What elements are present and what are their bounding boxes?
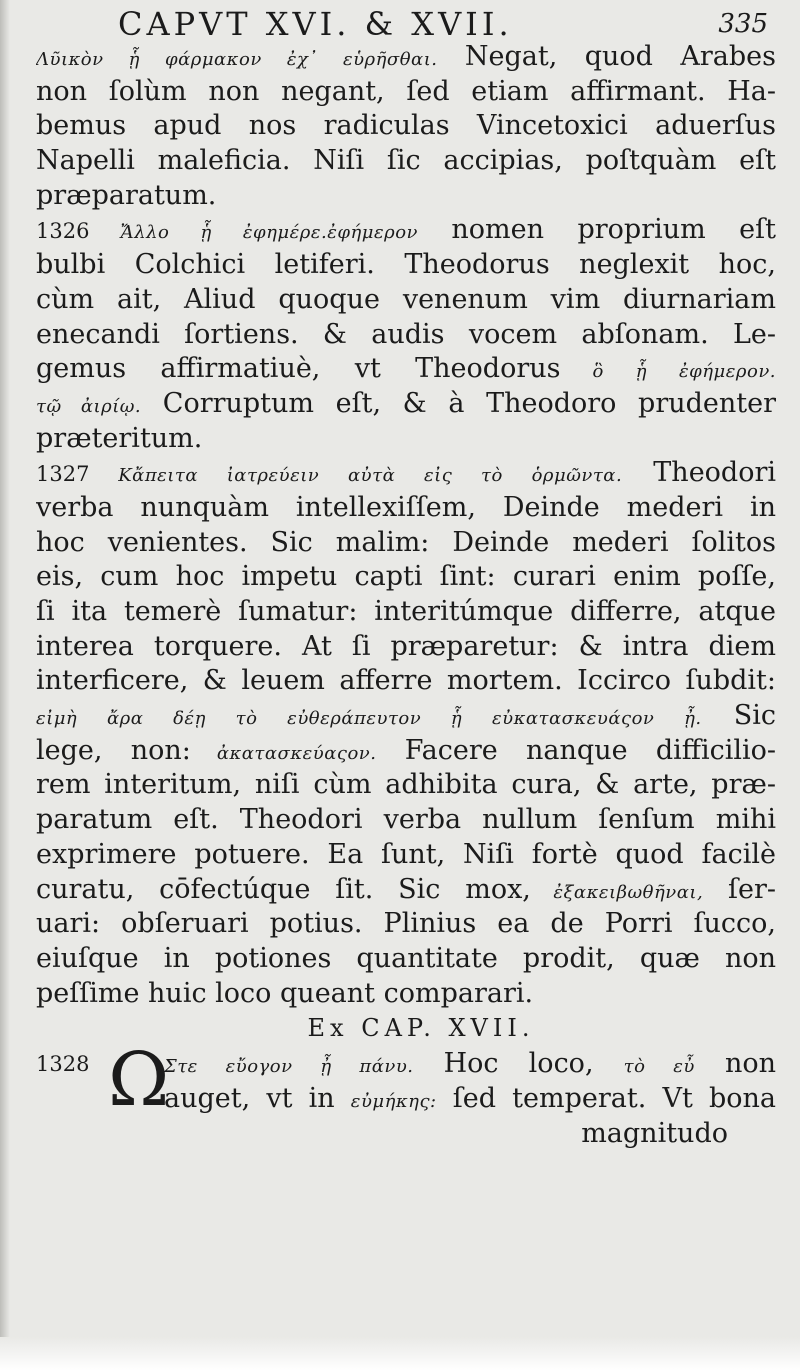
latin-text: Sic [701,700,776,732]
page-number: 335 [718,9,768,39]
note-number: 1326 [36,219,90,244]
text-line [36,144,776,179]
latin-text: hoc venientes. Sic malim: Deinde mederi ſolitos [36,526,776,558]
note-number: 1327 [36,462,90,487]
text-line [36,283,776,318]
latin-text: Negat, quod Arabes [437,41,776,72]
latin-text: uari: obſeruari potius. Plinius ea de Porri ſucco, [36,908,776,940]
latin-text: exprimere potuere. Ea ſunt, Niſi fortè quod facilè [36,838,776,870]
latin-text: enecandi ſortiens. & audis vocem abſonam. Le- [36,318,776,350]
text-line [36,664,776,699]
latin-text: Theodori [622,457,776,489]
text-line [36,630,776,665]
text-line [164,1047,776,1082]
latin-text: interea torquere. At ſi præparetur: & intra diem [36,630,776,662]
greek-phrase: εὐμήκης: [350,1090,437,1112]
text-line [36,873,776,908]
latin-text: eis, cum hoc impetu capti ſint: curari enim poſſe, [36,561,776,593]
catchword: magnitudo [581,1117,728,1149]
text-line [36,838,776,873]
latin-text: ſi ita temerè ſumatur: interitúmque differre, atque [36,596,776,627]
latin-text: præteritum. [36,422,203,454]
latin-text: bemus apud nos radiculas Vincetoxici aduerſus [36,110,776,142]
latin-text: Hoc loco, [413,1048,624,1080]
latin-text: Napelli maleficia. Niſi ſic accipias, poſtquàm eſt [36,145,776,177]
latin-text: curatu, cōfectúque ſit. Sic mox, [36,873,531,905]
drop-cap: Ω [108,1037,170,1124]
text-line [36,318,776,353]
latin-text: bulbi Colchici letiferi. Theodorus neglexit hoc, [36,249,776,281]
text-line [36,40,776,75]
text-line [36,526,776,561]
latin-text: non [694,1048,776,1080]
greek-phrase: Λῦικὸν ᾗ φάρμακον ἐχ᾽ εὑρῆσθαι. [36,49,438,70]
latin-text: Corruptum eſt, & à Theodoro prudenter [141,387,776,419]
text-line [36,768,776,803]
text-line [36,942,776,977]
latin-text: cùm ait, Aliud quoque venenum vim diurnariam [36,283,776,315]
text-line [36,560,776,595]
note-1328 [36,1037,776,1124]
text-line [36,248,776,283]
latin-text: præparatum. [36,179,217,211]
text-line [36,977,776,1012]
latin-text: nomen proprium eſt [417,214,776,246]
text-line [164,1082,776,1117]
latin-text: lege, non: [36,734,191,766]
text-line [36,699,776,734]
greek-phrase: τῷ ἀιρίῳ. [36,395,142,417]
latin-text: ſer- [703,873,776,905]
text-line [36,109,776,144]
greek-phrase: ἀκατασκεύαςον. [190,742,377,764]
text-line [36,907,776,942]
greek-phrase: εἰμὴ ἄρα δέῃ τὸ εὐθεράπευτον ᾗ εὐκατασκευάςον ᾖ. [36,708,702,730]
latin-text: auget, vt in [164,1082,351,1114]
running-title: CAPVT XVI. & XVII. [118,5,513,43]
text-line [36,179,776,214]
latin-text: ſed temperat. Vt bona [436,1082,776,1114]
chapter-heading: Ex CAP. XVII. [307,1014,535,1043]
latin-text: eiuſque in potiones quantitate prodit, quæ non [36,942,776,974]
latin-text: interficere, & leuem afferre mortem. Iccirco ſubdit: [36,665,776,697]
latin-text: gemus affirmatiuè, vt Theodorus [36,353,561,385]
text-line [36,75,776,110]
latin-text: peſſime huic loco queant comparari. [36,977,534,1009]
running-head [38,4,768,44]
text-line [36,803,776,838]
greek-phrase: ὃ ᾗ ἐφήμερον. [560,361,776,383]
commentary-lines [36,40,776,1011]
latin-text: non ſolùm non negant, ſed etiam affirmant. Ha- [36,75,776,107]
greek-phrase: Στε εὔογον ᾖ πάνυ. [164,1056,414,1078]
latin-text: rem interitum, niſi cùm adhibita cura, & arte, præ- [36,769,776,801]
text-line [36,595,776,630]
text-line [36,213,776,248]
latin-text: verba nunquàm intellexiſſem, Deinde mederi in [36,491,776,523]
latin-text: Facere nanque difficilio- [376,734,776,766]
text-line [36,491,776,526]
greek-phrase: Κἄπειτα ἰατρεύειν αὐτὰ εἰς τὸ ὁρμῶντα. [89,465,623,487]
greek-phrase: ἐξακειβωθῆναι, [530,881,704,903]
text-line [36,734,776,769]
text-line [36,352,776,387]
note-number: 1328 [36,1052,90,1077]
body-text [36,40,776,1151]
text-line [36,456,776,491]
text-line [36,422,776,457]
greek-phrase: Ἄλλο ᾗ ἐφημέρε.ἐφήμερον [89,222,418,244]
latin-text: paratum eſt. Theodori verba nullum ſenſum mihi [36,804,776,836]
greek-phrase: τὸ εὖ [623,1056,695,1078]
text-line [36,387,776,422]
